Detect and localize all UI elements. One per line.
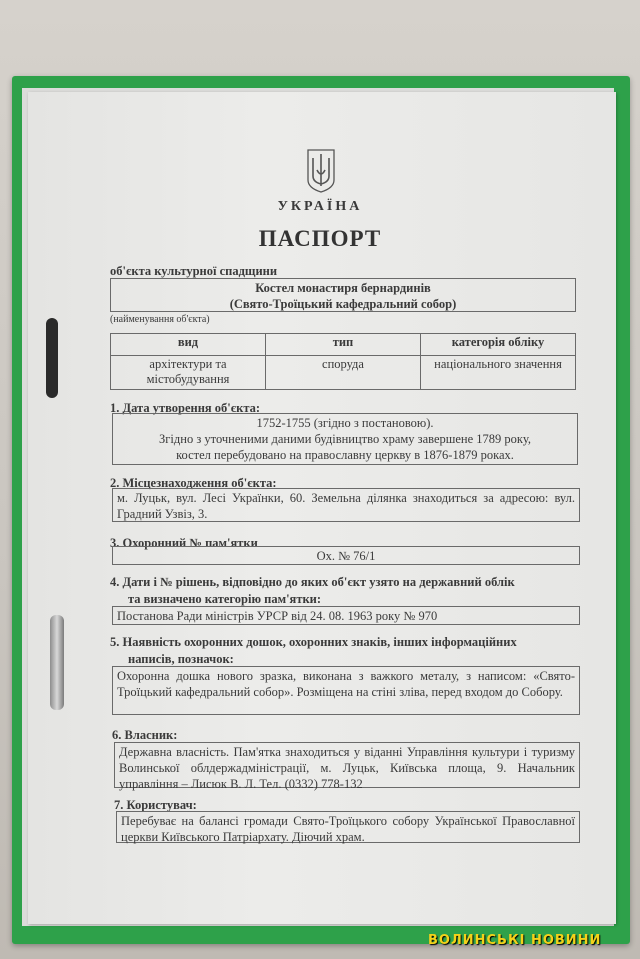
section-1-line: Згідно з уточненими даними будівництво храму завершене 1789 року, [159, 432, 531, 446]
section-3-heading: 3. Охоронний № пам'ятки [110, 536, 258, 550]
object-name-caption: (найменування об'єкта) [110, 314, 210, 325]
section-2-heading: 2. Місцезнаходження об'єкта: [110, 476, 277, 490]
section-1-line: костел перебудовано на православну церкву в 1876-1879 роках. [176, 448, 514, 462]
section-1-heading: 1. Дата утворення об'єкта: [110, 401, 261, 415]
table-cell: споруда [266, 356, 421, 390]
section-5-heading: 5. Наявність охоронних дошок, охоронних знаків, інших інформаційних [110, 635, 517, 649]
table-cell: архітектури та містобудування [111, 356, 266, 390]
object-name-box [110, 278, 576, 312]
section-6-box: Державна власність. Пам'ятка знаходиться у віданні Управління культури і туризму Волинської облдержадміністрації, м. Луцьк, Київська площа, 9. Начальник управління – Лисюк В. Л. Тел. (0332) 778-132 [114, 742, 580, 788]
section-1-box [112, 413, 578, 465]
classification-table [110, 333, 576, 390]
object-name-line2: (Свято-Троїцький кафедральний собор) [229, 297, 457, 311]
trident-emblem-icon [306, 148, 336, 194]
section-3-box: Ох. № 76/1 [112, 546, 580, 565]
table-cell: національного значення [421, 356, 576, 390]
section-7-box: Перебуває на балансі громади Свято-Троїцького собору Української Православної церкви Київського Патріархату. Діючий храм. [116, 811, 580, 843]
table-header: категорія обліку [421, 334, 576, 356]
section-4-heading: 4. Дати і № рішень, відповідно до яких об'єкт узято на державний облік [110, 575, 515, 589]
section-4-box: Постанова Ради міністрів УРСР від 24. 08. 1963 року № 970 [112, 606, 580, 625]
binder-hole [46, 318, 58, 398]
binder-clip [50, 615, 64, 710]
section-6-heading: 6. Власник: [112, 728, 178, 742]
page-title: ПАСПОРТ [258, 226, 382, 251]
table-header: вид [111, 334, 266, 356]
section-4-heading-cont: та визначено категорію пам'ятки: [128, 592, 322, 606]
section-2-box: м. Луцьк, вул. Лесі Українки, 60. Земельна ділянка знаходиться за адресою: вул. Градний Узвіз, 3. [112, 488, 580, 522]
country-label: УКРАЇНА [277, 199, 363, 214]
watermark: ВОЛИНСЬКІ НОВИНИ [428, 933, 602, 948]
table-header: тип [266, 334, 421, 356]
subtitle: об'єкта культурної спадщини [110, 264, 278, 278]
object-name-line1: Костел монастиря бернардинів [255, 281, 431, 295]
section-5-box: Охоронна дошка нового зразка, виконана з важкого металу, з написом: «Свято-Троїцький кафедральний собор». Розміщена на стіні зліва, перед входом до Собору. [112, 666, 580, 715]
section-1-line: 1752-1755 (згідно з постановою). [256, 416, 434, 430]
section-7-heading: 7. Користувач: [114, 798, 197, 812]
section-5-heading-cont: написів, позначок: [128, 652, 234, 666]
